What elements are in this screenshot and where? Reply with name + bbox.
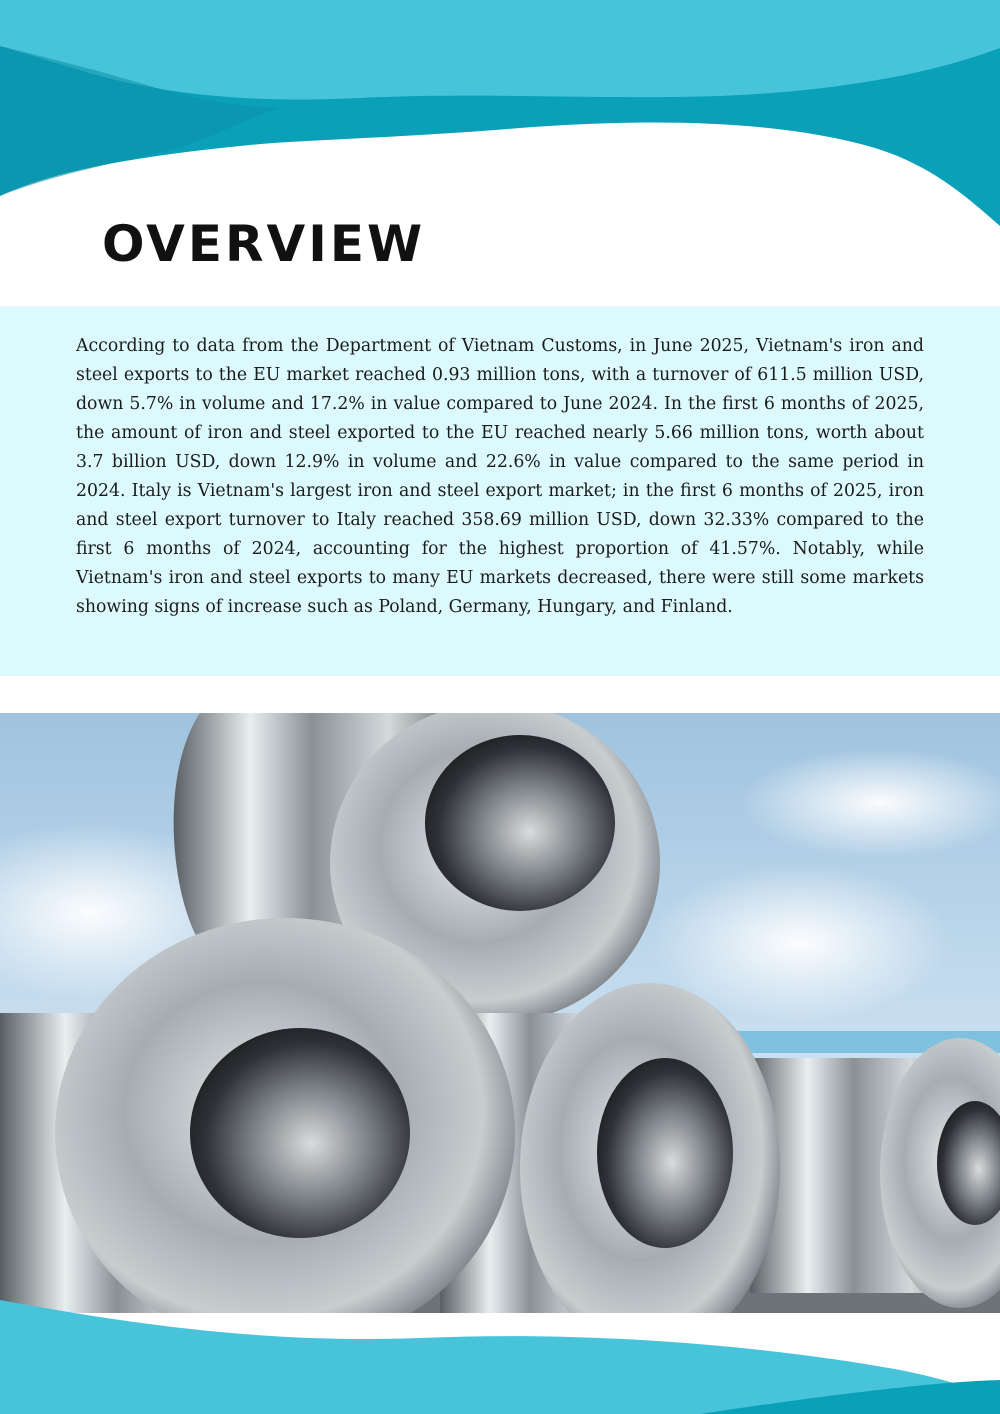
overview-paragraph: According to data from the Department of Vietnam Customs, in June 2025, Vietnam's iron and steel exports to the EU market reached 0.93 million tons, with a turnover of 611.5 million USD, down 5.7% in volume and 17.2% in value compared to June 2024. In the first 6 months of 2025, the amount of iron and steel exported to the EU reached nearly 5.66 million tons, worth about 3.7 billion USD, down 12.9% in volume and 22.6% in value compared to the same period in 2024. Italy is Vietnam's largest iron and steel export market; in the first 6 months of 2025, iron and steel export turnover to Italy reached 358.69 million USD, down 32.33% compared to the first 6 months of 2024, accounting for the highest proportion of 41.57%. Notably, while Vietnam's iron and steel exports to many EU markets decreased, there were still some markets showing signs of increase such as Poland, Germany, Hungary, and Finland. bbox=[76, 336, 924, 617]
coil-hole bbox=[190, 1028, 410, 1238]
bottom-wave-decoration bbox=[0, 1300, 1000, 1414]
coil-hole bbox=[425, 735, 615, 911]
steel-coils-photo bbox=[0, 713, 1000, 1313]
page-title: OVERVIEW bbox=[102, 215, 426, 273]
top-wave-decoration bbox=[0, 0, 1000, 240]
coil-hole bbox=[597, 1058, 733, 1248]
